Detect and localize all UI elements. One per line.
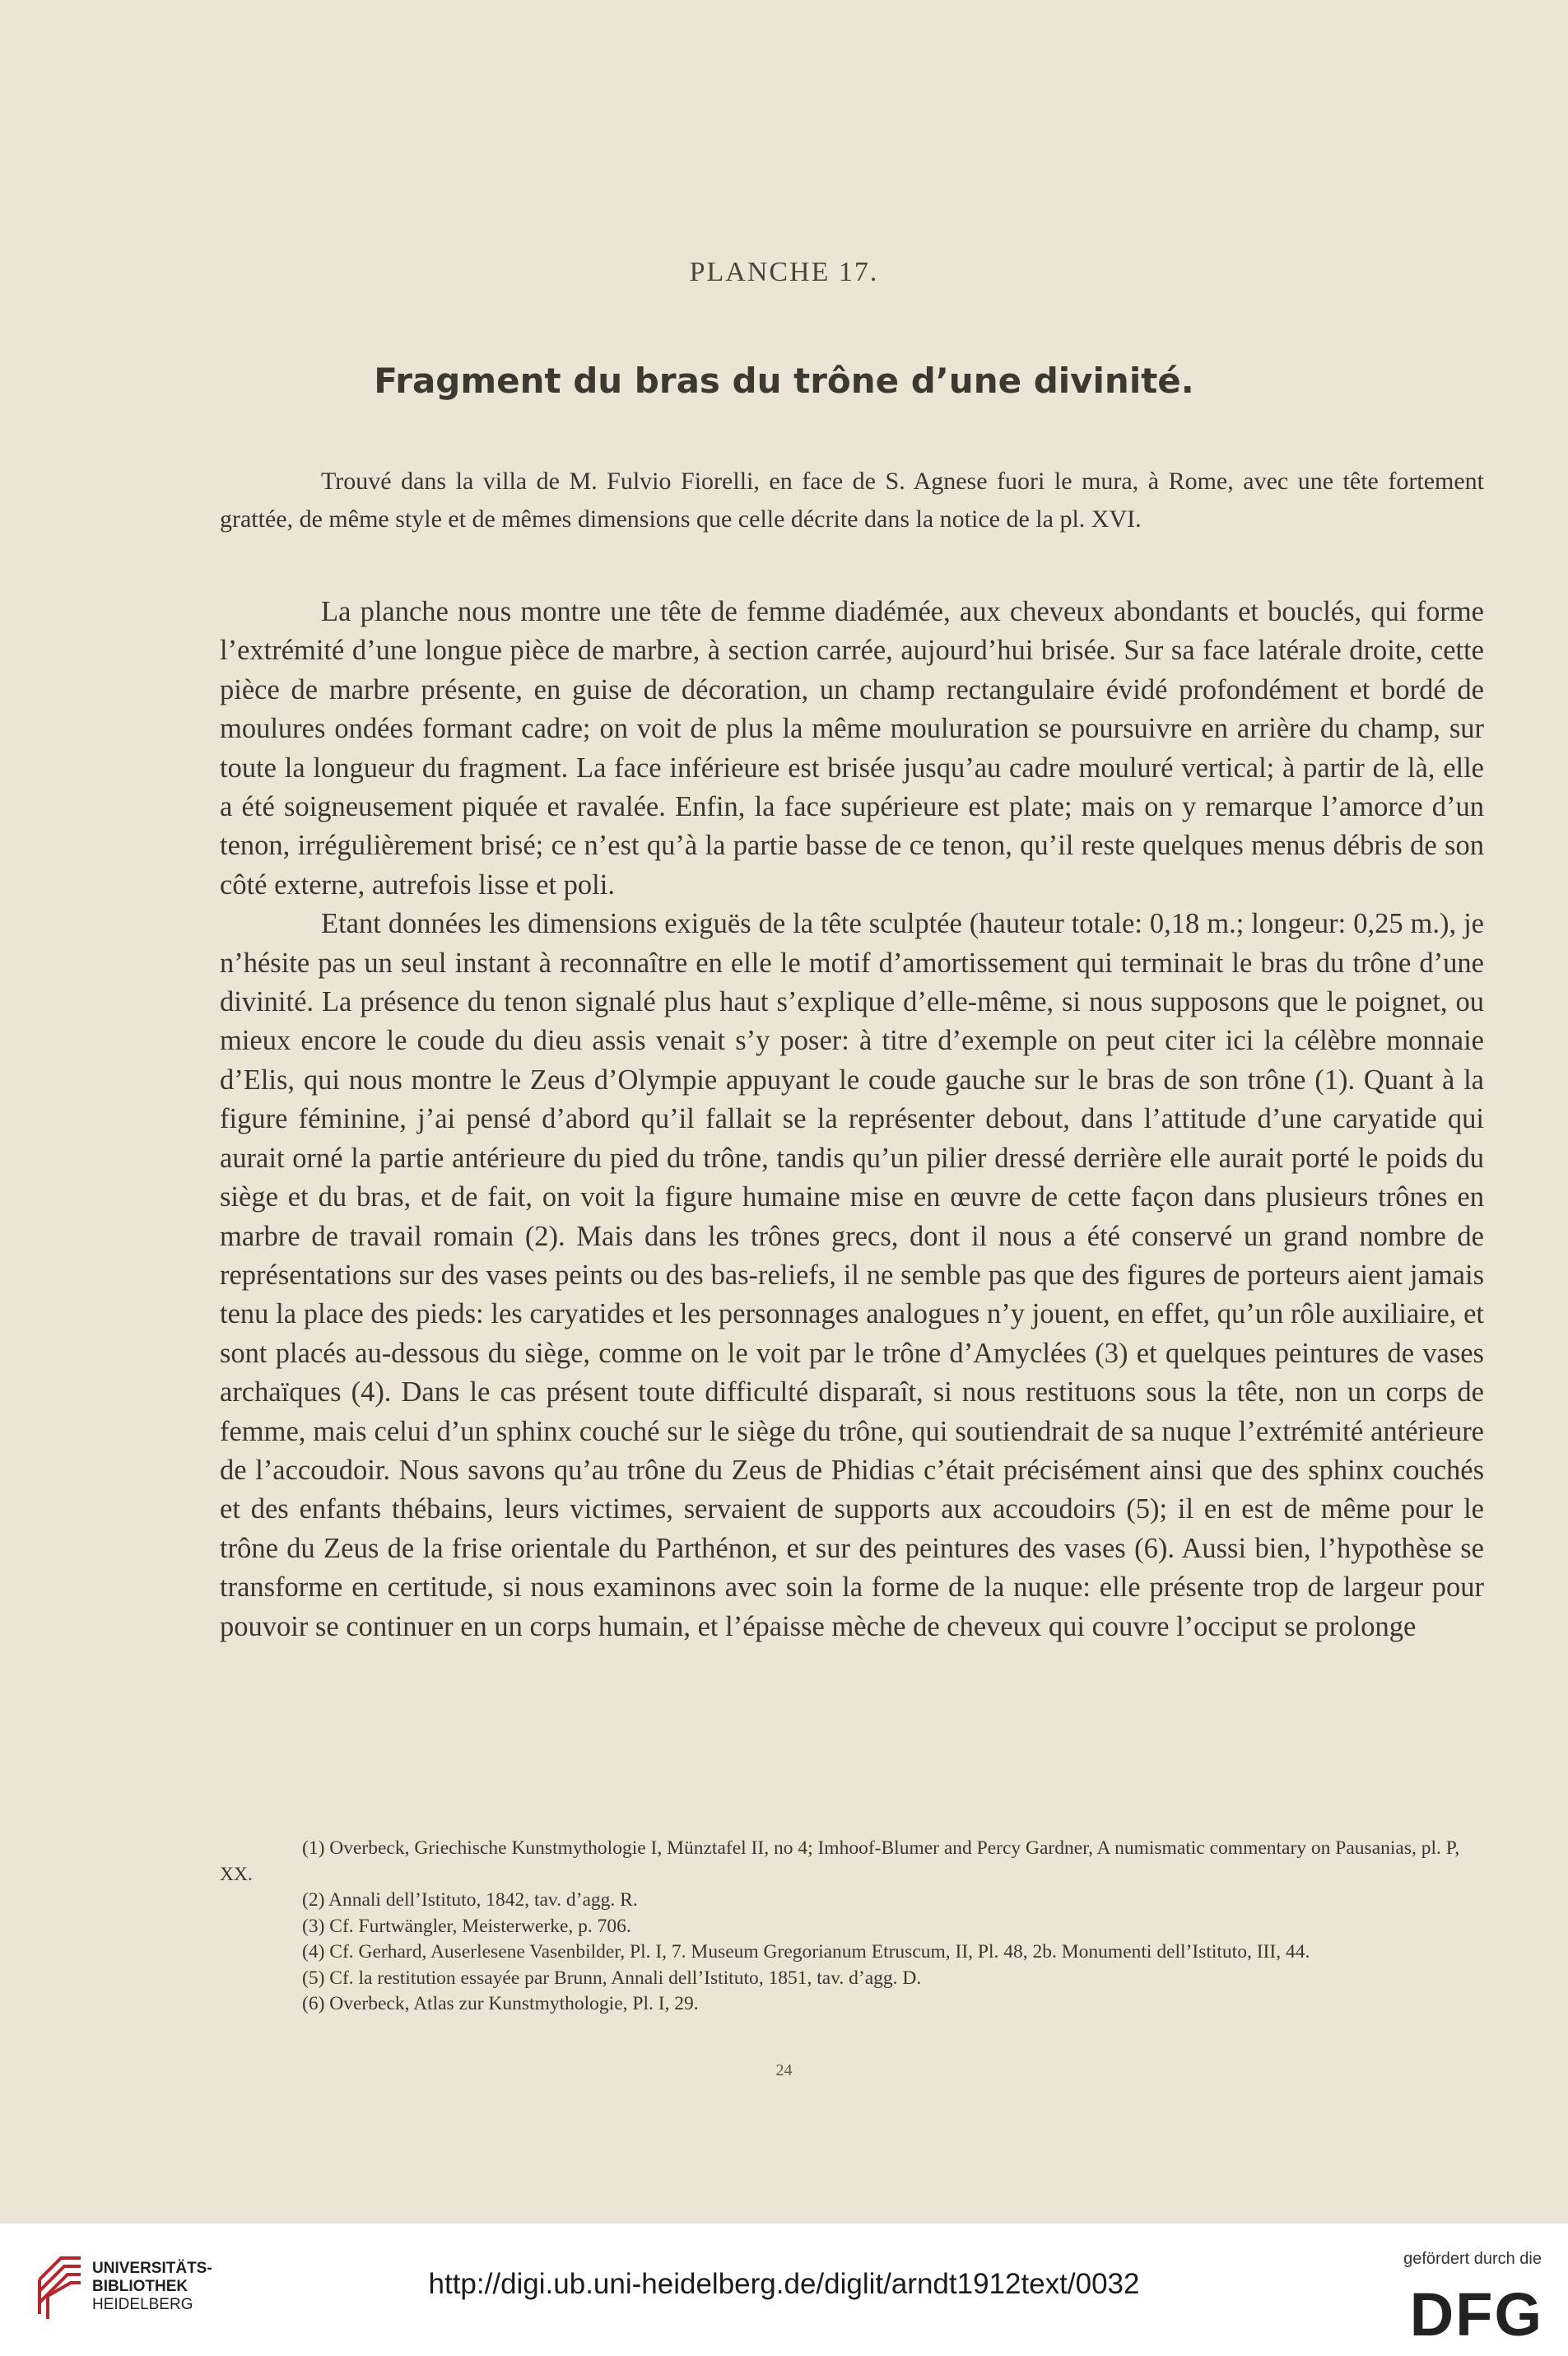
footer-bar bbox=[0, 2223, 1568, 2356]
footnote-2: (2) Annali dell’Istituto, 1842, tav. d’agg. R. bbox=[302, 1889, 638, 1911]
main-text bbox=[220, 593, 1484, 1646]
plate-label: PLANCHE 17. bbox=[689, 257, 879, 287]
library-name-line2: BIBLIOTHEK bbox=[92, 2278, 188, 2295]
source-url-link[interactable]: http://digi.ub.uni-heidelberg.de/diglit/arndt1912text/0032 bbox=[428, 2268, 1140, 2300]
library-name-line3: HEIDELBERG bbox=[92, 2296, 193, 2313]
page-title: Fragment du bras du trône d’une divinité. bbox=[374, 361, 1194, 401]
footnote-3: (3) Cf. Furtwängler, Meisterwerke, p. 706. bbox=[302, 1915, 631, 1937]
dfg-logo: DFG bbox=[1409, 2280, 1543, 2349]
footnote-4: (4) Cf. Gerhard, Auserlesene Vasenbilder, Pl. I, 7. Museum Gregorianum Etruscum, II, Pl. 48, 2b. Monumenti dell’Istituto, III, 44. bbox=[302, 1941, 1310, 1963]
funded-by-label: gefördert durch die bbox=[1403, 2250, 1542, 2268]
library-name-line1: UNIVERSITÄTS- bbox=[92, 2260, 212, 2277]
page-number: 24 bbox=[775, 2061, 793, 2079]
intro-paragraph bbox=[220, 463, 1484, 538]
footnotes bbox=[220, 1836, 1484, 2018]
footnote-5: (5) Cf. la restitution essayée par Brunn, Annali dell’Istituto, 1851, tav. d’agg. D. bbox=[302, 1967, 922, 1989]
intro-text: Trouvé dans la villa de M. Fulvio Fiorelli, en face de S. Agnese fuori le mura, à Rome, avec une tête fortement grattée, de même style et de mêmes dimensions que celle décrite dans la notice de la pl. XVI. bbox=[220, 468, 1484, 533]
paragraph-2: Etant données les dimensions exiguës de la tête sculptée (hauteur totale: 0,18 m.; longeur: 0,25 m.), je n’hésite pas un seul instant à reconnaître en elle le motif d’amortissement qui terminait le bras du trône d’une divinité. La présence du tenon signalé plus haut s’explique d’elle-même, si nous supposons que le poignet, ou mieux encore le coude du dieu assis venait s’y poser: à titre d’exemple on peut citer ici la célèbre monnaie d’Elis, qui nous montre le Zeus d’Olympie appuyant le coude gauche sur le bras de son trône (1). Quant à la figure féminine, j’ai pensé d’abord qu’il fallait se la représenter debout, dans l’attitude d’une caryatide qui aurait orné la partie antérieure du pied du trône, tandis qu’un pilier dressé derrière elle aurait porté le poids du siège et du bras, et de fait, on voit la figure humaine mise en œuvre de cette façon dans plusieurs trônes en marbre de travail romain (2). Mais dans les trônes grecs, dont il nous a été conservé un grand nombre de représentations sur des vases peints ou des bas-reliefs, il ne semble pas que des figures de porteurs aient jamais tenu la place des pieds: les caryatides et les personnages analogues n’y jouent, en effet, qu’un rôle auxiliaire, et sont placés au-dessous du siège, comme on le voit par le trône d’Amyclées (3) et quelques peintures de vases archaïques (4). Dans le cas présent toute difficulté disparaît, si nous restituons sous la tête, non un corps de femme, mais celui d’un sphinx couché sur le siège du trône, qui soutiendrait de sa nuque l’extrémité antérieure de l’accoudoir. Nous savons qu’au trône du Zeus de Phidias c’était précisément ainsi que des sphinx couchés et des enfants thébains, leurs victimes, servaient de supports aux accoudoirs (5); il en est de même pour le trône du Zeus de la frise orientale du Parthénon, et sur des peintures des vases (6). Aussi bien, l’hypothèse se transforme en certitude, si nous examinons avec soin la forme de la nuque: elle présente trop de largeur pour pouvoir se continuer en un corps humain, et l’épaisse mèche de cheveux qui couvre l’occiput se prolonge bbox=[220, 908, 1484, 1642]
paragraph-1: La planche nous montre une tête de femme diadémée, aux cheveux abondants et bouclés, qui forme l’extrémité d’une longue pièce de marbre, à section carrée, aujourd’hui brisée. Sur sa face latérale droite, cette pièce de marbre présente, en guise de décoration, un champ rectangulaire évidé profondément et bordé de moulures ondées formant cadre; on voit de plus la même mouluration se poursuivre en arrière du champ, sur toute la longueur du fragment. La face inférieure est brisée jusqu’au cadre mouluré vertical; à partir de là, elle a été soigneusement piquée et ravalée. Enfin, la face supérieure est plate; mais on y remarque l’amorce d’un tenon, irrégulièrement brisé; ce n’est qu’à la partie basse de ce tenon, qu’il reste quelques menus débris de son côté externe, autrefois lisse et poli. bbox=[220, 596, 1484, 901]
footnote-6: (6) Overbeck, Atlas zur Kunstmythologie, Pl. I, 29. bbox=[302, 1993, 699, 2014]
footnote-1: (1) Overbeck, Griechische Kunstmythologie I, Münztafel II, no 4; Imhoof-Blumer and Percy Gardner, A numismatic commentary on Pausanias, pl. P, XX. bbox=[220, 1837, 1460, 1885]
